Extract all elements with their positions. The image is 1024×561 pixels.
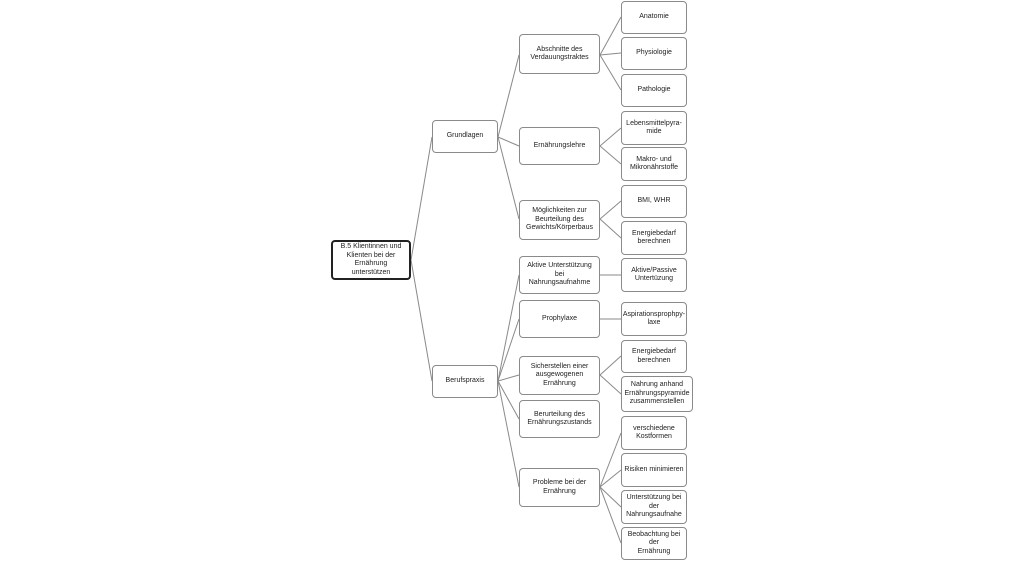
edge-ernaehrungslehre-pyramide xyxy=(600,128,621,146)
edge-ernaehrungslehre-makro xyxy=(600,146,621,164)
root-node: B.5 Klientinnen und Klienten bei der Ernährung unterstützen xyxy=(331,240,411,280)
leaf-makro-mikronaehrstoffe: Makro- und Mikronährstoffe xyxy=(621,147,687,181)
edge-probleme-beobachtung xyxy=(600,487,621,543)
leaf-energiebedarf-praxis: Energiebedarf berechnen xyxy=(621,340,687,373)
node-ernaehrungslehre: Ernährungslehre xyxy=(519,127,600,165)
edge-grundlagen-verdauung xyxy=(498,55,519,137)
node-beurteilung-gewicht: Möglichkeiten zur Beurteilung des Gewichts/Körperbaus xyxy=(519,200,600,240)
edge-berufspraxis-sicherstellen xyxy=(498,375,519,381)
edge-berufspraxis-probleme xyxy=(498,381,519,487)
node-sicherstellen-ernaehrung: Sicherstellen einer ausgewogenen Ernährung xyxy=(519,356,600,395)
leaf-aktive-passive: Aktive/Passive Untertüzung xyxy=(621,258,687,292)
edge-grundlagen-ernaehrungslehre xyxy=(498,137,519,146)
leaf-physiologie: Physiologie xyxy=(621,37,687,70)
leaf-pathologie: Pathologie xyxy=(621,74,687,107)
edge-sicherstellen-energie xyxy=(600,356,621,375)
node-berufspraxis: Berufspraxis xyxy=(432,365,498,398)
leaf-beobachtung-ernaehrung: Beobachtung bei der Ernährung xyxy=(621,527,687,560)
node-verdauungstrakt: Abschnitte des Verdauungstraktes xyxy=(519,34,600,74)
edge-verdauung-anatomie xyxy=(600,17,621,55)
node-probleme-ernaehrung: Probleme bei der Ernährung xyxy=(519,468,600,507)
node-prophylaxe: Prophylaxe xyxy=(519,300,600,338)
node-ernaehrungszustand: Berurteilung des Ernährungszustands xyxy=(519,400,600,438)
leaf-lebensmittelpyramide: Lebensmittelpyra- mide xyxy=(621,111,687,145)
edge-root-berufspraxis xyxy=(411,260,432,381)
node-grundlagen: Grundlagen xyxy=(432,120,498,153)
edge-sicherstellen-nahrung xyxy=(600,375,621,394)
edge-verdauung-physiologie xyxy=(600,53,621,55)
edge-berufspraxis-ernaehrungszustand xyxy=(498,381,519,419)
leaf-bmi-whr: BMI, WHR xyxy=(621,185,687,218)
leaf-nahrung-pyramide: Nahrung anhand Ernährungspyramide zusammenstellen xyxy=(621,376,693,412)
node-aktive-unterstuetzung: Aktive Unterstützung bei Nahrungsaufnahme xyxy=(519,256,600,294)
leaf-energiebedarf-grundlagen: Energiebedarf berechnen xyxy=(621,221,687,255)
edge-probleme-unterstuetzung xyxy=(600,487,621,507)
leaf-anatomie: Anatomie xyxy=(621,1,687,34)
edge-grundlagen-beurteilung xyxy=(498,137,519,219)
leaf-risiken-minimieren: Risiken minimieren xyxy=(621,453,687,487)
edge-root-grundlagen xyxy=(411,137,432,260)
leaf-aspirationsprophylaxe: Aspirationsprophpy- laxe xyxy=(621,302,687,336)
leaf-kostformen: verschiedene Kostformen xyxy=(621,416,687,450)
edge-beurteilung-energie xyxy=(600,219,621,238)
leaf-unterstuetzung-nahrungsaufnahme: Unterstützung bei der Nahrungsaufnahe xyxy=(621,490,687,524)
edge-verdauung-pathologie xyxy=(600,55,621,90)
edge-beurteilung-bmi xyxy=(600,201,621,219)
